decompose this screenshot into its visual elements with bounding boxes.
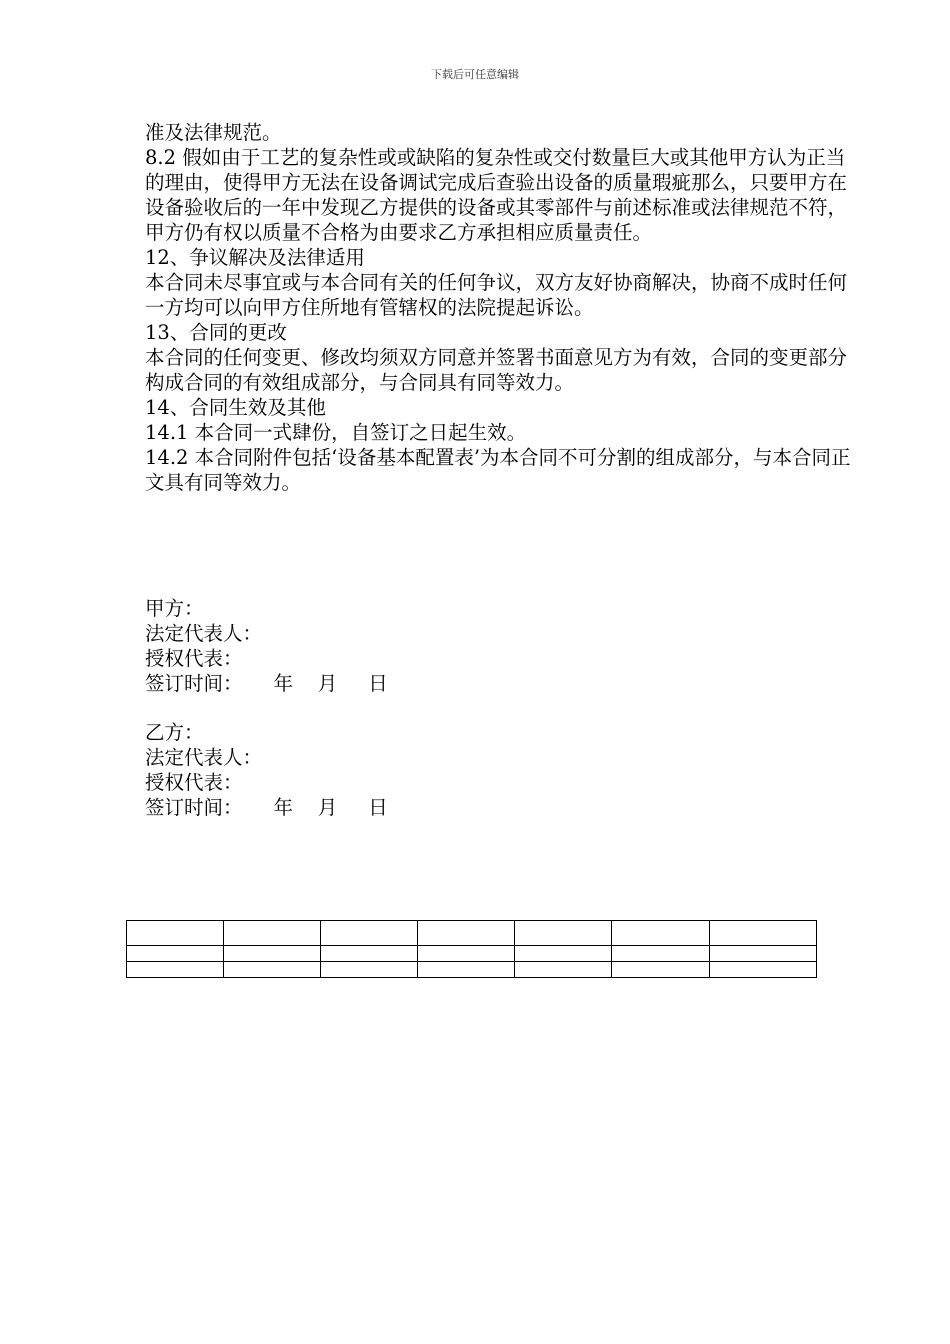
party-a-legal-rep: 法定代表人： (145, 622, 263, 645)
signature-block-party-b (145, 720, 545, 820)
table-cell (321, 921, 418, 946)
table-cell (612, 921, 710, 946)
table-cell (321, 946, 418, 962)
empty-table (126, 920, 817, 978)
party-b-sign-date: 签订时间： 年 月 日 (145, 796, 388, 819)
table-cell (515, 946, 612, 962)
table-cell (418, 921, 515, 946)
party-a-authorized-rep: 授权代表： (145, 647, 243, 670)
party-a-sign-date: 签订时间： 年 月 日 (145, 672, 388, 695)
party-b-legal-rep: 法定代表人： (145, 746, 263, 769)
table-cell (515, 921, 612, 946)
heading-clause-13: 13、合同的更改 (145, 321, 287, 344)
paragraph-clause-14-2: 14.2 本合同附件包括‘设备基本配置表’为本合同不可分割的组成部分，与本合同正文具有同等效力。 (145, 446, 851, 494)
table-cell (127, 962, 224, 978)
table-row (127, 962, 817, 978)
table-cell (224, 946, 321, 962)
signature-block-party-a (145, 596, 545, 696)
table-cell (224, 962, 321, 978)
table-cell (612, 962, 710, 978)
table-cell (710, 921, 817, 946)
table-cell (710, 946, 817, 962)
table-row (127, 921, 817, 946)
party-b-label: 乙方： (145, 721, 204, 744)
heading-clause-14: 14、合同生效及其他 (145, 396, 326, 419)
paragraph-clause-8-2: 8.2 假如由于工艺的复杂性或或缺陷的复杂性或交付数量巨大或其他甲方认为正当的理由，使得甲方无法在设备调试完成后查验出设备的质量瑕疵那么，只要甲方在设备验收后的一年中发现乙方提供的设备或其零部件与前述标准或法律规范不符，甲方仍有权以质量不合格为由要求乙方承担相应质量责任。 (145, 146, 848, 244)
table-cell (127, 921, 224, 946)
party-a-label: 甲方： (145, 597, 204, 620)
party-b-authorized-rep: 授权代表： (145, 771, 243, 794)
table-cell (418, 962, 515, 978)
contract-body (145, 120, 860, 495)
table-cell (224, 921, 321, 946)
table-cell (418, 946, 515, 962)
table-cell (127, 946, 224, 962)
table-cell (321, 962, 418, 978)
table-row (127, 946, 817, 962)
paragraph-standards-end: 准及法律规范。 (145, 121, 282, 144)
table-cell (612, 946, 710, 962)
table-cell (710, 962, 817, 978)
heading-clause-12: 12、争议解决及法律适用 (145, 246, 365, 269)
header-note: 下载后可任意编辑 (431, 68, 519, 81)
paragraph-clause-12: 本合同未尽事宜或与本合同有关的任何争议，双方友好协商解决，协商不成时任何一方均可以向甲方住所地有管辖权的法院提起诉讼。 (145, 271, 848, 319)
paragraph-clause-13: 本合同的任何变更、修改均须双方同意并签署书面意见方为有效，合同的变更部分构成合同的有效组成部分，与合同具有同等效力。 (145, 346, 848, 394)
paragraph-clause-14-1: 14.1 本合同一式肆份，自签订之日起生效。 (145, 421, 527, 444)
table-cell (515, 962, 612, 978)
